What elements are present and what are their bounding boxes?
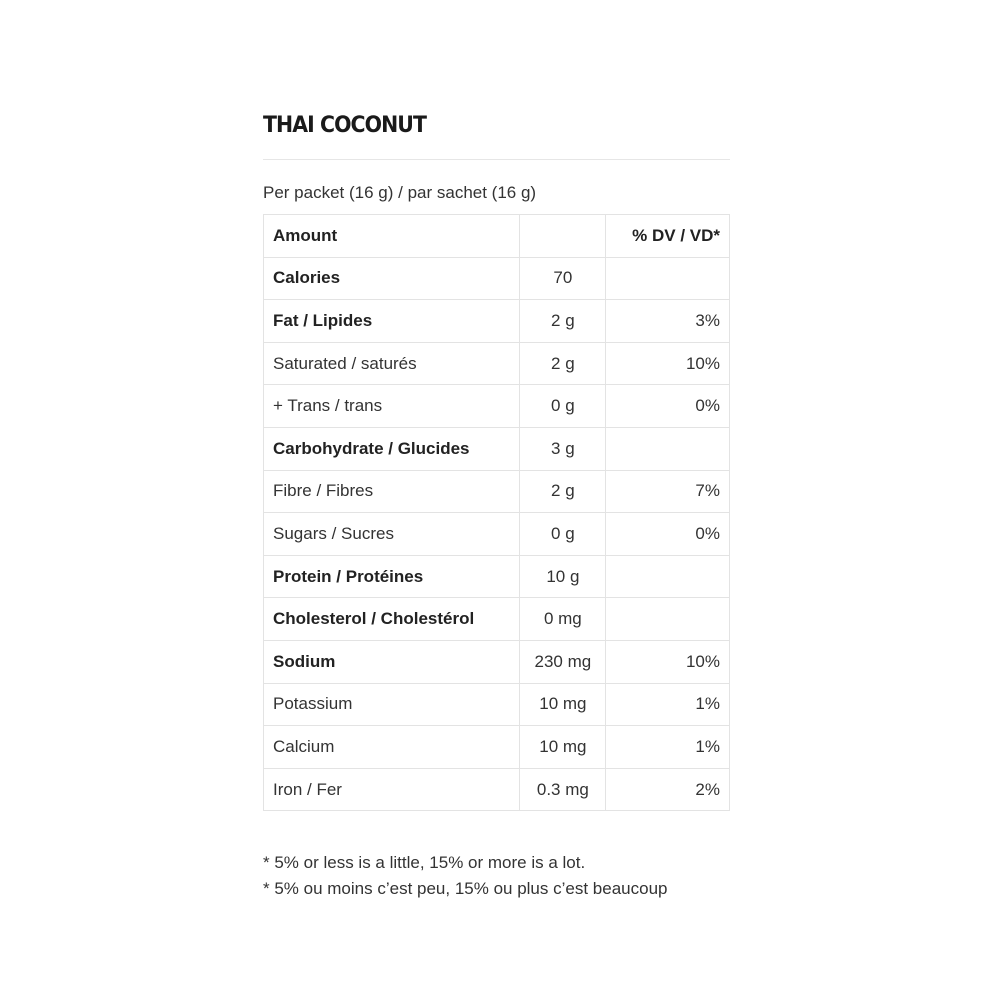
header-amount: Amount: [264, 215, 520, 258]
nutrient-amount: 0 mg: [520, 598, 606, 641]
nutrient-amount: 10 mg: [520, 683, 606, 726]
nutrient-amount: 0.3 mg: [520, 768, 606, 811]
footnotes: [263, 850, 667, 902]
nutrient-dv: 10%: [606, 640, 730, 683]
nutrient-label: Carbohydrate / Glucides: [264, 427, 520, 470]
nutrient-amount: 0 g: [520, 385, 606, 428]
table-row: [264, 640, 730, 683]
nutrient-dv: 2%: [606, 768, 730, 811]
nutrient-dv: 0%: [606, 513, 730, 556]
table-header-row: [264, 215, 730, 258]
table-row: [264, 385, 730, 428]
table-row: [264, 342, 730, 385]
table-row: [264, 513, 730, 556]
nutrient-dv: 7%: [606, 470, 730, 513]
nutrient-label: Calcium: [264, 726, 520, 769]
nutrient-label: + Trans / trans: [264, 385, 520, 428]
nutrient-label: Sodium: [264, 640, 520, 683]
product-title: THAI COCONUT: [263, 113, 427, 138]
table-row: [264, 257, 730, 300]
nutrient-dv: [606, 555, 730, 598]
nutrition-table: [263, 214, 730, 811]
nutrient-dv: 0%: [606, 385, 730, 428]
table-row: [264, 470, 730, 513]
nutrient-label: Saturated / saturés: [264, 342, 520, 385]
nutrient-label: Cholesterol / Cholestérol: [264, 598, 520, 641]
serving-size: Per packet (16 g) / par sachet (16 g): [263, 183, 537, 202]
nutrient-dv: 3%: [606, 300, 730, 343]
nutrient-amount: 3 g: [520, 427, 606, 470]
nutrient-amount: 2 g: [520, 300, 606, 343]
table-row: [264, 427, 730, 470]
footnote-french: * 5% ou moins c’est peu, 15% ou plus c’est beaucoup: [263, 879, 668, 898]
nutrient-label: Potassium: [264, 683, 520, 726]
nutrient-label: Iron / Fer: [264, 768, 520, 811]
table-row: [264, 300, 730, 343]
nutrient-dv: 10%: [606, 342, 730, 385]
nutrient-amount: 10 g: [520, 555, 606, 598]
header-value: [520, 215, 606, 258]
nutrient-amount: 2 g: [520, 342, 606, 385]
nutrient-amount: 10 mg: [520, 726, 606, 769]
table-row: [264, 768, 730, 811]
footnote-english: * 5% or less is a little, 15% or more is a lot.: [263, 853, 586, 872]
nutrition-panel: [263, 108, 730, 799]
table-row: [264, 555, 730, 598]
nutrient-amount: 70: [520, 257, 606, 300]
nutrient-amount: 0 g: [520, 513, 606, 556]
table-row: [264, 683, 730, 726]
nutrient-label: Protein / Protéines: [264, 555, 520, 598]
nutrient-label: Fat / Lipides: [264, 300, 520, 343]
title-divider: [263, 159, 730, 160]
table-row: [264, 726, 730, 769]
nutrient-label: Fibre / Fibres: [264, 470, 520, 513]
header-dv: % DV / VD*: [606, 215, 730, 258]
nutrient-dv: 1%: [606, 726, 730, 769]
nutrient-dv: 1%: [606, 683, 730, 726]
nutrient-dv: [606, 257, 730, 300]
nutrient-amount: 230 mg: [520, 640, 606, 683]
nutrient-label: Sugars / Sucres: [264, 513, 520, 556]
nutrient-dv: [606, 427, 730, 470]
nutrient-amount: 2 g: [520, 470, 606, 513]
nutrient-dv: [606, 598, 730, 641]
table-row: [264, 598, 730, 641]
nutrient-label: Calories: [264, 257, 520, 300]
